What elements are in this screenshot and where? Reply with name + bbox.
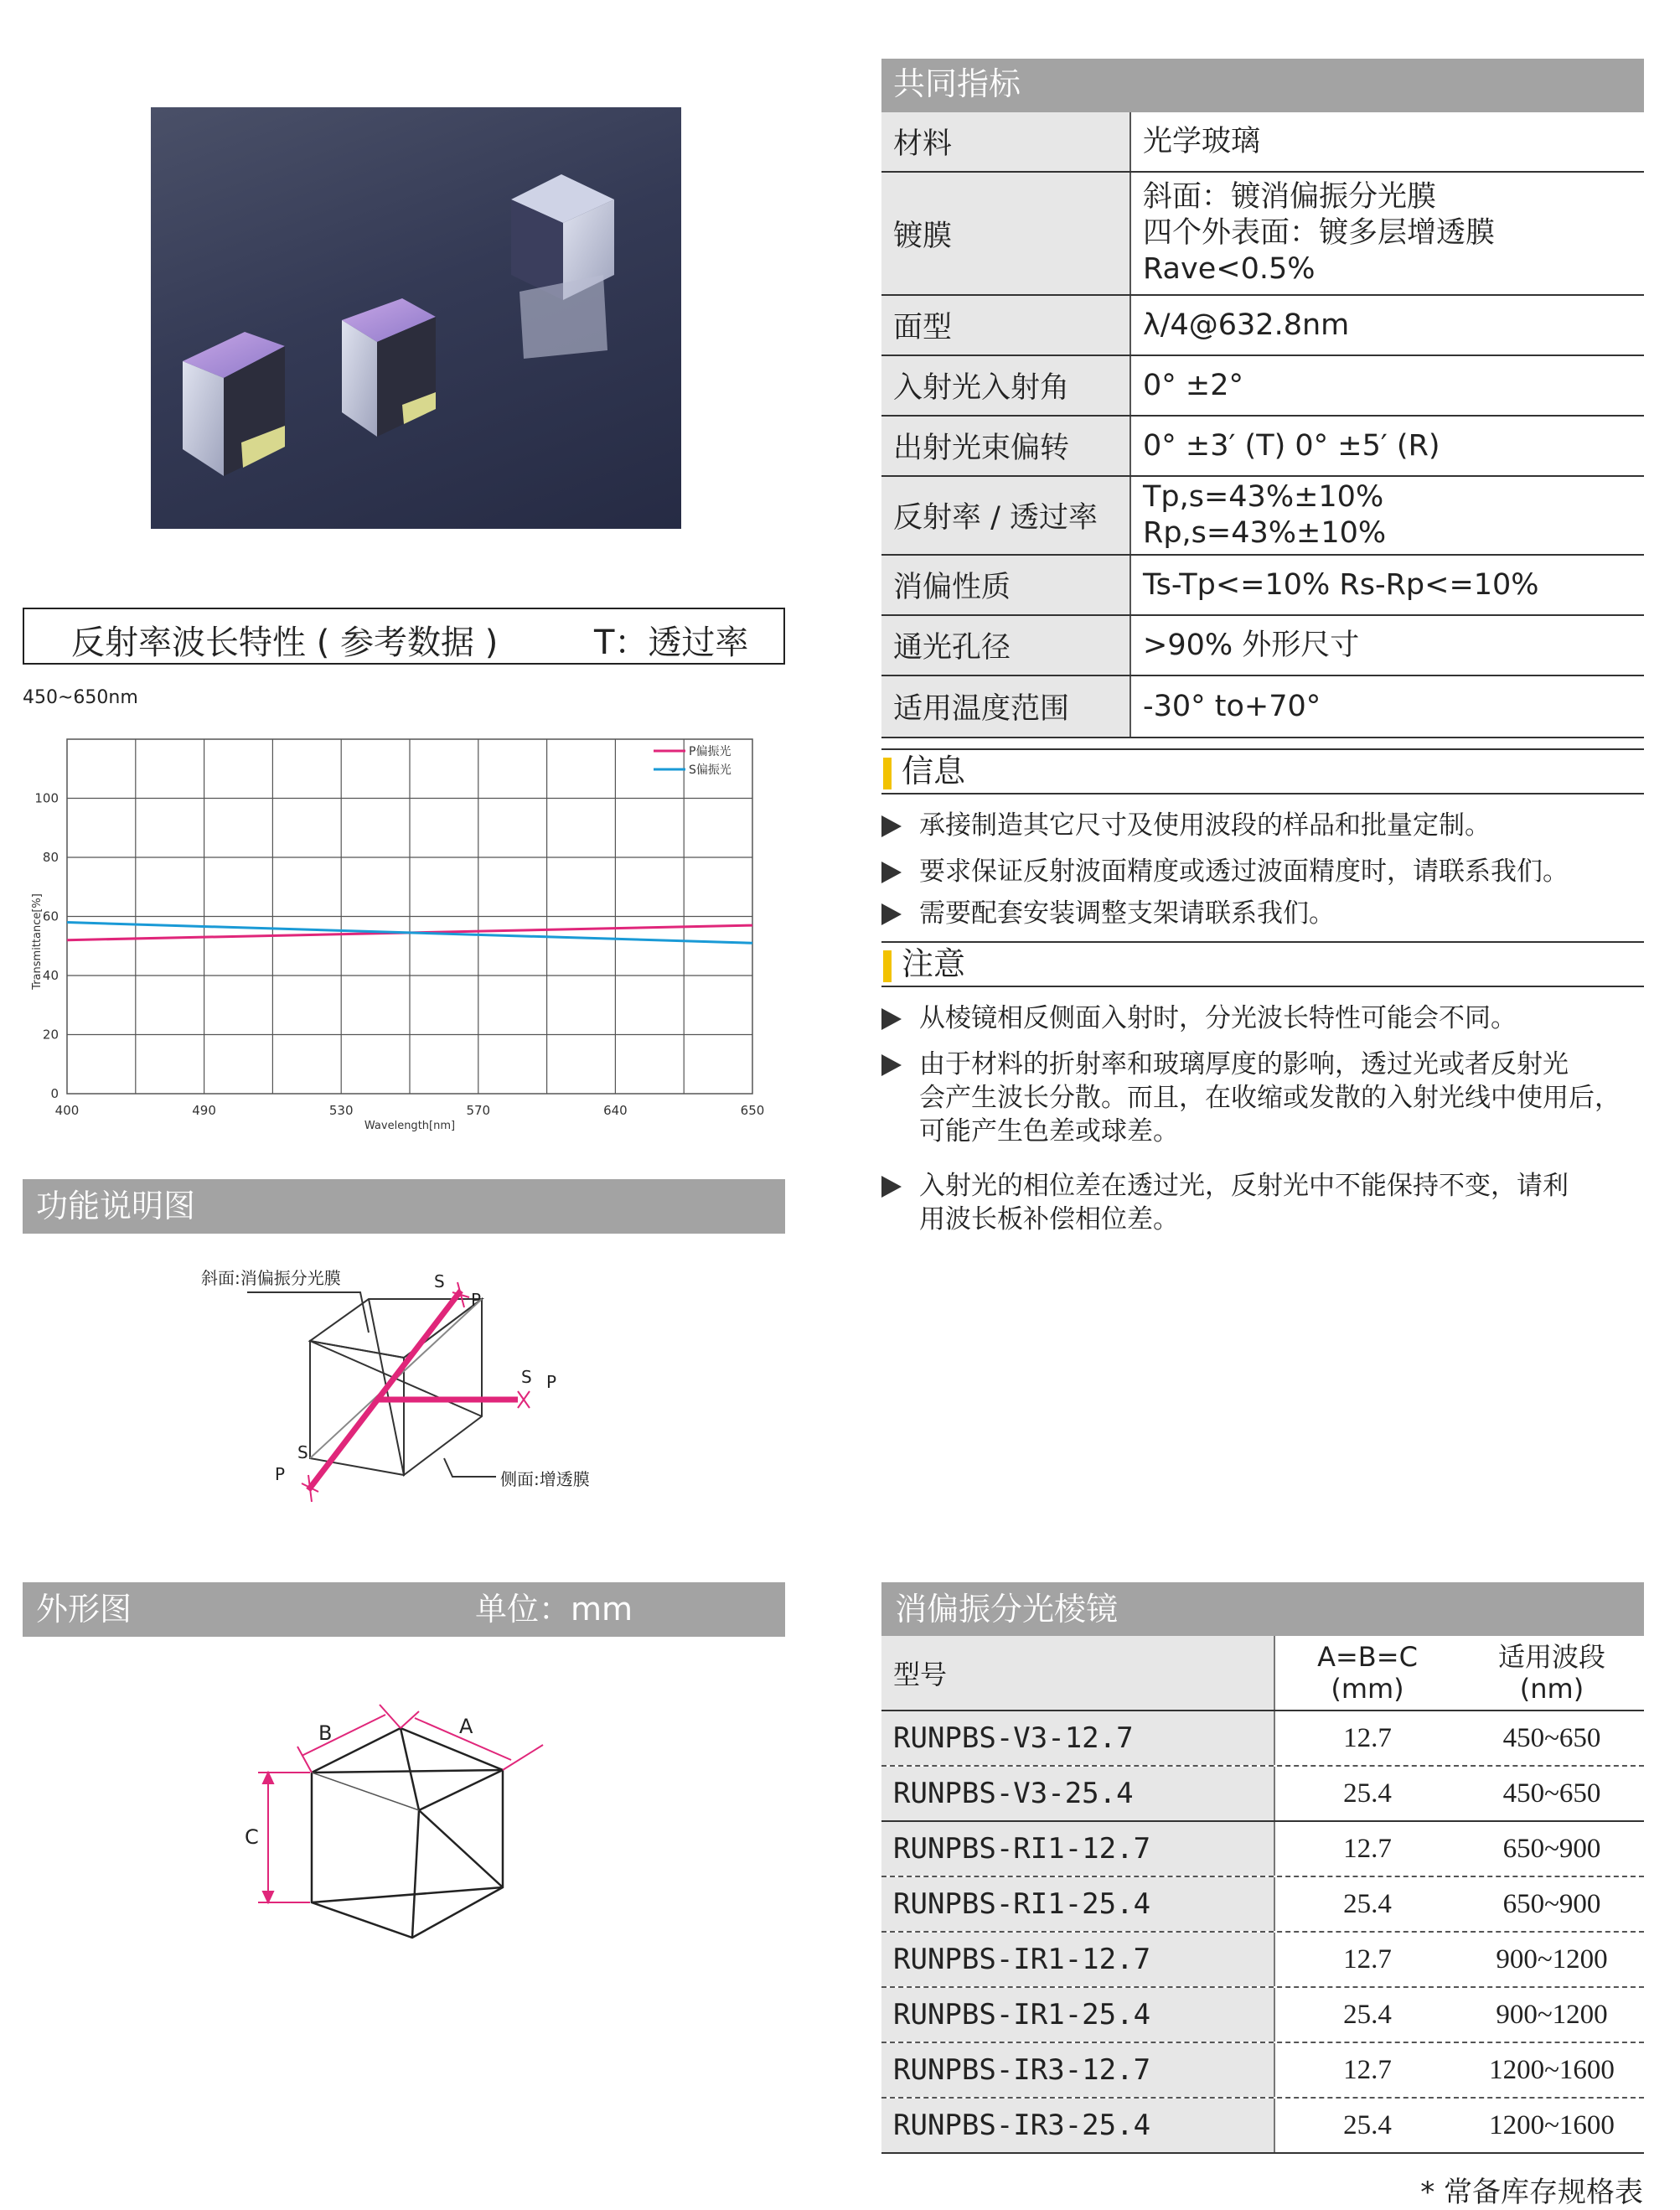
spec-value-line: Rave<0.5%	[1143, 252, 1316, 286]
label-ar-coating: 侧面:增透膜	[500, 1469, 590, 1489]
notice-item-line: 会产生波长分散。而且，在收缩或发散的入射光线中使用后，	[919, 1083, 1621, 1113]
spec-value	[1131, 616, 1644, 675]
bullet-triangle-icon	[881, 815, 902, 837]
product-table-title: 消偏振分光棱镜	[895, 1591, 1119, 1628]
cell-size: 25.4	[1343, 1999, 1392, 2030]
spec-row	[881, 356, 1644, 417]
cell-model: RUNPBS-V3-12.7	[881, 1711, 1275, 1765]
notice-item-line: 由于材料的折射率和玻璃厚度的影响，透过光或者反射光	[919, 1049, 1569, 1079]
spec-key: 面型	[881, 296, 1131, 355]
leader-side	[444, 1458, 496, 1477]
x-axis-label: Wavelength[nm]	[364, 1120, 456, 1132]
label-s-right: S	[521, 1367, 532, 1387]
cell-size: 25.4	[1343, 2109, 1392, 2140]
cell-size: 12.7	[1343, 1722, 1392, 1753]
spec-key: 反射率 / 透过率	[881, 477, 1131, 554]
spec-value-line: 四个外表面：镀多层增透膜	[1143, 216, 1496, 250]
spec-value-line: Ts-Tp<=10% Rs-Rp<=10%	[1143, 567, 1539, 602]
spec-key: 材料	[881, 112, 1131, 171]
x-tick-label: 400	[54, 1103, 80, 1118]
unit-label: 单位：mm	[475, 1591, 633, 1628]
x-tick-label: 640	[603, 1103, 628, 1118]
bullet-triangle-icon	[881, 1176, 902, 1198]
info-list	[881, 809, 1644, 934]
y-tick-label: 60	[42, 908, 59, 924]
cell-band: 900~1200	[1496, 1999, 1608, 2030]
spec-table	[881, 59, 1644, 738]
label-p-top: P	[471, 1290, 482, 1310]
info-item	[881, 809, 1644, 844]
notice-header	[881, 941, 1644, 987]
spec-key: 入射光入射角	[881, 356, 1131, 415]
spec-value	[1131, 112, 1644, 171]
spec-value-line: 0° ±3′ (T) 0° ±5′ (R)	[1143, 428, 1440, 463]
label-c: C	[245, 1825, 259, 1849]
table-row	[881, 2099, 1644, 2154]
cell-size: 12.7	[1343, 2054, 1392, 2085]
label-s-bottom: S	[297, 1442, 308, 1462]
spec-value-line: Tp,s=43%±10%	[1143, 480, 1384, 514]
label-s-top: S	[434, 1271, 445, 1291]
cell-model: RUNPBS-IR1-25.4	[881, 1988, 1275, 2042]
function-diagram-title: 功能说明图	[36, 1188, 196, 1224]
info-title: 信息	[902, 753, 966, 789]
cell-model: RUNPBS-RI1-12.7	[881, 1822, 1275, 1876]
col-size-header-line2: (mm)	[1331, 1673, 1404, 1705]
info-item-text: 要求保证反射波面精度或透过波面精度时，请联系我们。	[919, 857, 1569, 887]
cell-model: RUNPBS-IR1-12.7	[881, 1933, 1275, 1986]
spec-row	[881, 616, 1644, 676]
spec-key: 通光孔径	[881, 616, 1131, 675]
label-p-right: P	[546, 1372, 557, 1392]
spec-key: 出射光束偏转	[881, 417, 1131, 475]
spec-key: 消偏性质	[881, 556, 1131, 614]
table-row	[881, 1711, 1644, 1767]
bullet-triangle-icon	[881, 862, 902, 883]
wavelength-range-label: 450~650nm	[23, 687, 138, 708]
table-row	[881, 1933, 1644, 1988]
product-photo	[151, 107, 681, 529]
spec-value	[1131, 296, 1644, 355]
notice-item	[881, 1169, 1644, 1236]
notice-item-text	[919, 1169, 1644, 1236]
cell-size: 12.7	[1343, 1833, 1392, 1864]
product-table-head-row	[881, 1636, 1644, 1711]
notice-list	[881, 1001, 1644, 1270]
bullet-triangle-icon	[881, 1008, 902, 1030]
cell-band: 650~900	[1502, 1888, 1601, 1919]
cell-band: 900~1200	[1496, 1943, 1608, 1975]
product-table	[881, 1636, 1644, 2154]
notice-item-line: 从棱镜相反侧面入射时，分光波长特性可能会不同。	[919, 1003, 1517, 1033]
table-row	[881, 1877, 1644, 1933]
x-tick-label: 490	[192, 1103, 216, 1118]
cell-size: 25.4	[1343, 1888, 1392, 1919]
y-tick-label: 80	[42, 850, 59, 865]
cube-1	[183, 332, 285, 476]
y-axis-label: Transmittance[%]	[31, 893, 44, 990]
info-item	[881, 855, 1644, 890]
cell-model: RUNPBS-IR3-25.4	[881, 2099, 1275, 2152]
col-size-header-line1: A=B=C	[1317, 1641, 1418, 1673]
cell-band: 450~650	[1502, 1722, 1601, 1753]
info-header	[881, 748, 1644, 794]
notice-item-text	[919, 1048, 1644, 1148]
spec-row	[881, 112, 1644, 173]
label-p-bottom: P	[275, 1464, 286, 1484]
spec-value	[1131, 356, 1644, 415]
stock-note: * 常备库存规格表	[1420, 2176, 1643, 2209]
x-tick-label: 650	[740, 1103, 765, 1118]
spec-value-line: -30° to+70°	[1143, 689, 1321, 723]
spec-table-header	[881, 59, 1644, 112]
notice-item-line: 入射光的相位差在透过光，反射光中不能保持不变，请利	[919, 1171, 1569, 1201]
notice-item-line: 可能产生色差或球差。	[919, 1116, 1179, 1146]
info-item-text: 承接制造其它尺寸及使用波段的样品和批量定制。	[919, 810, 1491, 841]
outline-drawing	[235, 1693, 570, 1961]
y-tick-label: 100	[34, 790, 59, 806]
function-diagram-header	[23, 1179, 785, 1234]
spec-table-title: 共同指标	[893, 65, 1021, 102]
col-band-header	[1460, 1636, 1644, 1710]
spec-row	[881, 417, 1644, 477]
product-table-header	[881, 1582, 1644, 1636]
outline-title: 外形图	[36, 1591, 132, 1628]
info-marker	[883, 758, 892, 789]
cell-band: 450~650	[1502, 1778, 1601, 1809]
spec-key: 镀膜	[881, 173, 1131, 294]
notice-title: 注意	[902, 945, 966, 982]
y-tick-label: 20	[42, 1027, 59, 1043]
col-size-header	[1275, 1636, 1460, 1710]
spec-value	[1131, 676, 1644, 737]
spec-value-line: 光学玻璃	[1143, 124, 1261, 158]
label-a: A	[459, 1715, 473, 1738]
cube-top-face	[310, 1299, 482, 1358]
x-tick-label: 530	[328, 1103, 354, 1118]
transmittance-note: T：透过率	[594, 624, 749, 662]
cube-2	[342, 298, 436, 437]
spec-value	[1131, 477, 1644, 554]
table-row	[881, 2043, 1644, 2099]
spec-value-line: >90% 外形尺寸	[1143, 628, 1360, 662]
spec-row	[881, 676, 1644, 738]
table-row	[881, 1988, 1644, 2043]
spec-row	[881, 296, 1644, 356]
info-item-text: 需要配套安装调整支架请联系我们。	[919, 898, 1335, 929]
notice-item	[881, 1048, 1644, 1148]
spec-value	[1131, 556, 1644, 614]
info-item	[881, 897, 1644, 932]
notice-item-line: 用波长板补偿相位差。	[919, 1204, 1179, 1234]
spec-value-line: Rp,s=43%±10%	[1143, 516, 1387, 550]
spec-value-line: λ/4@632.8nm	[1143, 308, 1350, 342]
cell-model: RUNPBS-IR3-12.7	[881, 2043, 1275, 2097]
cube-3	[511, 174, 614, 359]
spec-value-line: 0° ±2°	[1143, 368, 1243, 402]
bullet-triangle-icon	[881, 1054, 902, 1076]
legend-label: S偏振光	[689, 763, 731, 777]
dim-b	[302, 1715, 385, 1756]
cell-model: RUNPBS-V3-25.4	[881, 1767, 1275, 1820]
spec-row	[881, 477, 1644, 556]
label-beam-splitter-coating: 斜面:消偏振分光膜	[201, 1268, 341, 1288]
legend-label: P偏振光	[689, 745, 731, 758]
table-row	[881, 1822, 1644, 1877]
cell-band: 1200~1600	[1489, 2109, 1615, 2140]
notice-item-text	[919, 1001, 1644, 1035]
col-model-header: 型号	[881, 1636, 1275, 1710]
col-band-header-line1: 适用波段	[1497, 1641, 1605, 1673]
x-tick-label: 570	[466, 1103, 491, 1118]
reflection-title-box	[23, 608, 785, 665]
y-tick-label: 0	[50, 1086, 59, 1101]
spec-value	[1131, 173, 1644, 294]
transmittance-chart	[0, 721, 788, 1140]
cell-size: 25.4	[1343, 1778, 1392, 1809]
col-band-header-line2: (nm)	[1519, 1673, 1584, 1705]
notice-marker	[883, 950, 892, 982]
y-tick-label: 40	[42, 968, 59, 983]
spec-value	[1131, 417, 1644, 475]
outline-header	[23, 1582, 785, 1637]
spec-row	[881, 556, 1644, 616]
notice-item	[881, 1001, 1644, 1035]
label-b: B	[318, 1721, 333, 1745]
spec-value-line: 斜面：镀消偏振分光膜	[1143, 180, 1437, 214]
spec-row	[881, 173, 1644, 296]
cell-band: 1200~1600	[1489, 2054, 1615, 2085]
table-row	[881, 1767, 1644, 1822]
reflection-title: 反射率波长特性 ( 参考数据 )	[71, 624, 499, 662]
cell-size: 12.7	[1343, 1943, 1392, 1975]
function-diagram	[168, 1257, 637, 1509]
cell-band: 650~900	[1502, 1833, 1601, 1864]
bullet-triangle-icon	[881, 903, 902, 925]
cell-model: RUNPBS-RI1-25.4	[881, 1877, 1275, 1931]
spec-key: 适用温度范围	[881, 676, 1131, 737]
